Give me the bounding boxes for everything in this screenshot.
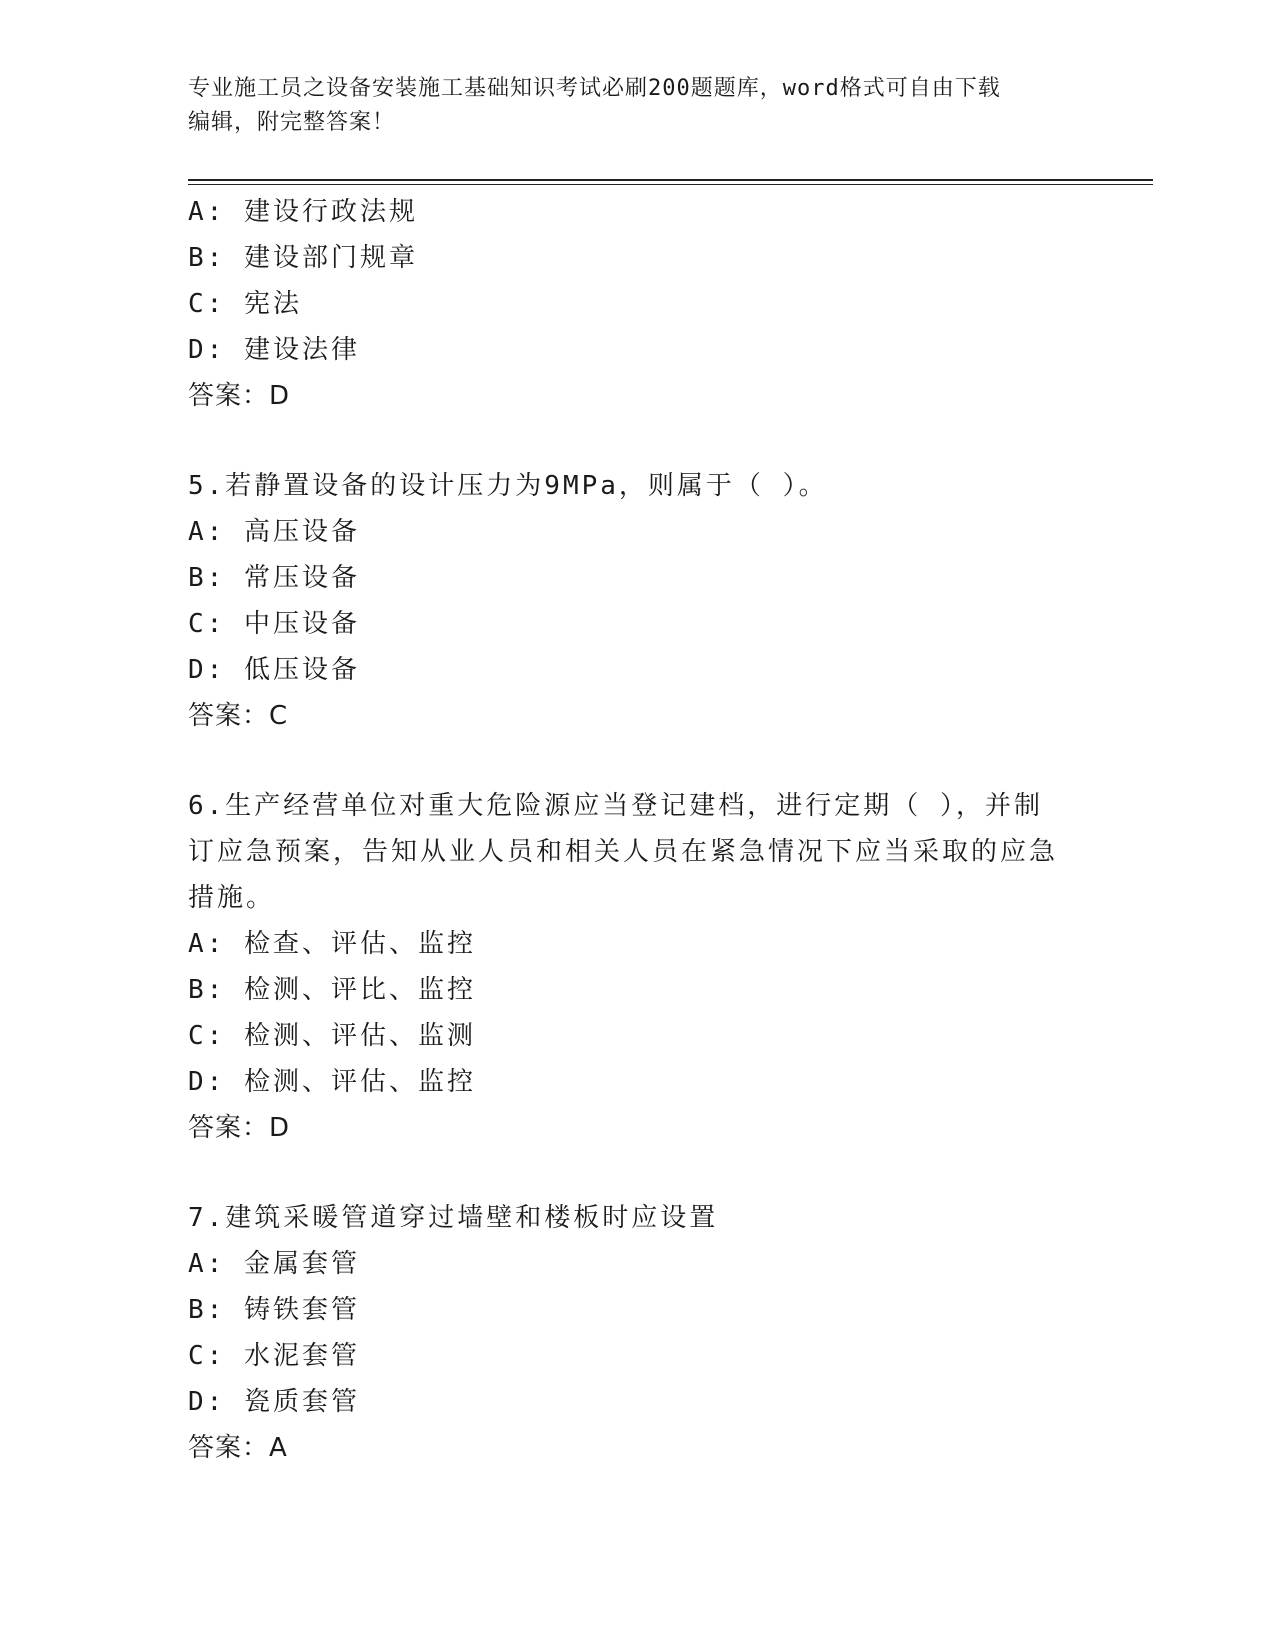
document-header: [188, 72, 1088, 140]
option-d: D: 低压设备: [188, 655, 360, 685]
question-stem: 6.生产经营单位对重大危险源应当登记建档，进行定期（ ），并制订应急预案，告知从业人员和相关人员在紧急情况下应当采取的应急措施。: [188, 791, 1059, 913]
option-b: B: 建设部门规章: [188, 243, 418, 273]
spacer: [188, 1151, 1088, 1195]
option-a: A: 建设行政法规: [188, 197, 418, 227]
header-line-1: 专业施工员之设备安装施工基础知识考试必刷200题题库，word格式可自由下载: [188, 76, 1001, 101]
option-a: A: 高压设备: [188, 517, 360, 547]
option-b: B: 常压设备: [188, 563, 360, 593]
answer: 答案：D: [188, 381, 291, 411]
option-c: C: 水泥套管: [188, 1341, 360, 1371]
header-rule-thin: [188, 184, 1153, 185]
header-rule-thick: [188, 179, 1153, 181]
answer: 答案：D: [188, 1113, 291, 1143]
question-list: [188, 189, 1088, 1471]
spacer: [188, 419, 1088, 463]
question-stem: 5.若静置设备的设计压力为9MPa，则属于（ ）。: [188, 471, 828, 501]
answer: 答案：C: [188, 701, 289, 731]
option-a: A: 金属套管: [188, 1249, 360, 1279]
option-a: A: 检查、评估、监控: [188, 929, 476, 959]
option-c: C: 宪法: [188, 289, 302, 319]
answer: 答案：A: [188, 1433, 288, 1463]
option-d: D: 建设法律: [188, 335, 360, 365]
question-stem: 7.建筑采暖管道穿过墙壁和楼板时应设置: [188, 1203, 719, 1233]
header-line-2: 编辑，附完整答案！: [188, 110, 396, 135]
question-5: [188, 463, 1088, 739]
option-c: C: 检测、评估、监测: [188, 1021, 476, 1051]
option-b: B: 铸铁套管: [188, 1295, 360, 1325]
question-6: [188, 783, 1088, 1151]
spacer: [188, 739, 1088, 783]
option-d: D: 瓷质套管: [188, 1387, 360, 1417]
option-b: B: 检测、评比、监控: [188, 975, 476, 1005]
question-4-tail: [188, 189, 1088, 419]
option-c: C: 中压设备: [188, 609, 360, 639]
question-7: [188, 1195, 1088, 1471]
option-d: D: 检测、评估、监控: [188, 1067, 476, 1097]
